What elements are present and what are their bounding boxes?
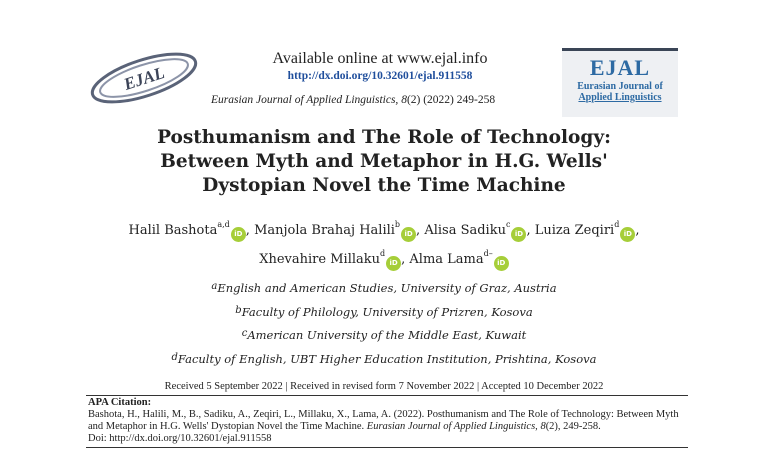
orcid-icon[interactable]: iD	[620, 227, 635, 242]
author: Manjola Brahaj Halili$^b$iD ,	[254, 223, 424, 238]
author: Alisa Sadiku$^c$iD ,	[424, 223, 534, 238]
citation-label: APA Citation:	[88, 397, 152, 408]
author: Luiza Zeqiri$^d$iD ,	[535, 223, 640, 238]
author-list	[60, 213, 708, 271]
journal-header	[205, 50, 555, 106]
citation-doi[interactable]: Doi: http://dx.doi.org/10.32601/ejal.911558	[88, 433, 272, 444]
ejal-logo	[84, 44, 204, 108]
orcid-icon[interactable]: iD	[231, 227, 246, 242]
doi-link[interactable]: http://dx.doi.org/10.32601/ejal.911558	[287, 70, 473, 82]
citation-text: Bashota, H., Halili, M., B., Sadiku, A., Zeqiri, L., Millaku, X., Lama, A. (2022). Posthumanism and The Role of Technology: Between Myth and Metaphor in H.G. Wells' Dystopian Novel the Time Machine. Eurasian Journal of Applied Linguistics, 8(2), 249-258.	[88, 409, 679, 432]
affiliation-item: $^a$English and American Studies, University of Graz, Austria	[211, 281, 557, 295]
author: Xhevahire Millaku$^d$iD ,	[259, 252, 409, 267]
affiliation-item: $^c$American University of the Middle East, Kuwait	[241, 328, 527, 342]
apa-citation-box	[86, 395, 688, 448]
orcid-icon[interactable]: iD	[511, 227, 526, 242]
title-line-3: Dystopian Novel the Time Machine	[202, 175, 566, 196]
journal-citation-line: Eurasian Journal of Applied Linguistics, 8(2) (2022) 249-258	[211, 94, 496, 106]
available-online-text: Available online at www.ejal.info	[272, 50, 488, 67]
affiliation-item: $^b$Faculty of Philology, University of Prizren, Kosova	[235, 304, 533, 319]
orcid-icon[interactable]: iD	[401, 227, 416, 242]
ejal-brand-box	[562, 48, 678, 117]
logo-text: EJAL	[121, 63, 167, 94]
ejal-box-line2: Applied Linguistics	[578, 92, 662, 103]
orcid-icon[interactable]: iD	[494, 256, 509, 271]
paper-title	[60, 126, 708, 198]
author: Halil Bashota$^{a,d}$iD ,	[129, 223, 255, 238]
author: Alma Lama$^{d-}$iD	[409, 252, 508, 267]
affiliation-list	[60, 276, 708, 370]
title-line-1: Posthumanism and The Role of Technology:	[157, 127, 611, 148]
ejal-box-title: EJAL	[589, 55, 651, 80]
affiliation-item: $^d$Faculty of English, UBT Higher Education Institution, Prishtina, Kosova	[171, 351, 597, 366]
ejal-box-line1: Eurasian Journal of	[577, 81, 663, 92]
orcid-icon[interactable]: iD	[386, 256, 401, 271]
received-dates: Received 5 September 2022 | Received in revised form 7 November 2022 | Accepted 10 December 2022	[164, 381, 604, 392]
title-line-2: Between Myth and Metaphor in H.G. Wells'	[160, 151, 608, 172]
